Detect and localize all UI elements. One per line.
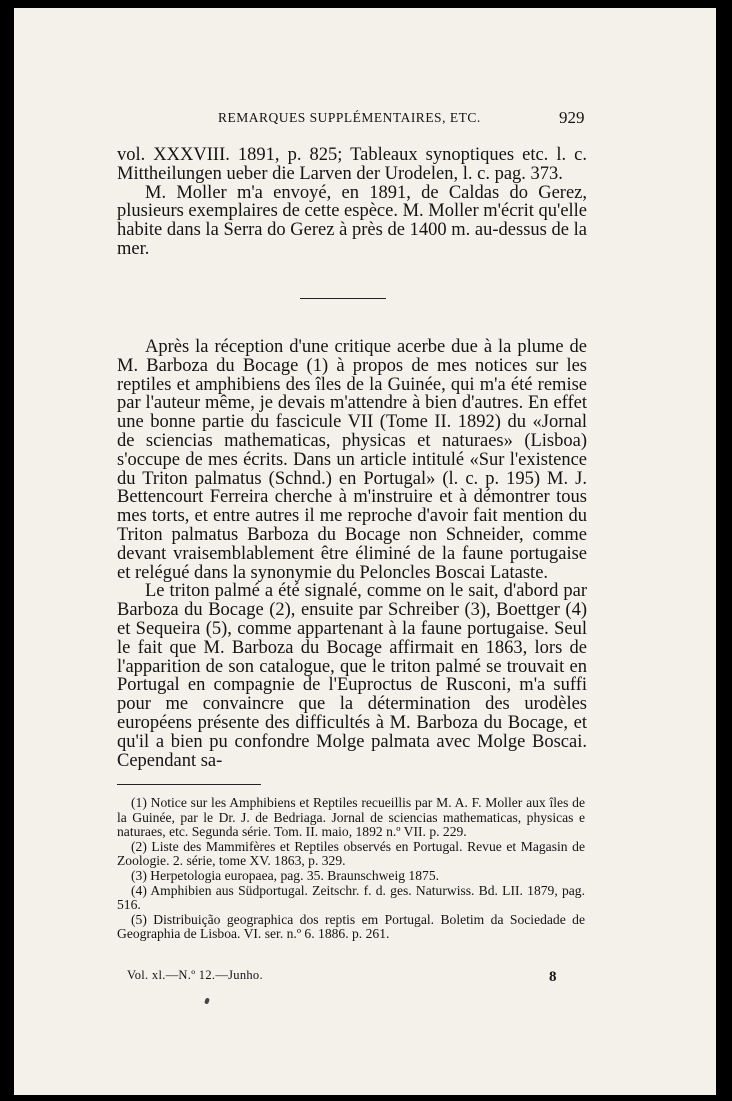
main-section xyxy=(117,338,587,770)
page-number: 929 xyxy=(559,108,585,127)
continued-section xyxy=(117,146,587,259)
footnote-divider xyxy=(117,784,261,785)
paragraph: M. Moller m'a envoyé, en 1891, de Caldas do Gerez, plusieurs exemplaires de cette espèce. M. Moller m'écrit qu'elle habite dans la Serra do Gerez à près de 1400 m. au-dessus de la mer. xyxy=(117,182,588,259)
footnote: (5) Distribuição geographica dos reptis em Portugal. Boletim da Sociedade de Geographia de Lisboa. VI. ser. n.º 6. 1886. p. 261. xyxy=(117,911,585,942)
sheet-signature: 8 xyxy=(549,969,557,985)
scanned-page xyxy=(14,8,716,1095)
paragraph: Après la réception d'une critique acerbe due à la plume de M. Barboza du Bocage (1) à propos de mes notices sur les reptiles et amphibiens des îles de la Guinée, qui m'a été remise par l'auteur même, je devais m'attendre à bien d'autres. En effet une bonne partie du fascicule VII (Tome II. 1892) du «Jornal de sciencias mathematicas, physicas et naturaes» (Lisboa) s'occupe de mes écrits. Dans un article intitulé «Sur l'existence du Triton palmatus (Schnd.) en Portugal» (l. c. p. 195) M. J. Bettencourt Ferreira cherche à m'instruire et à démontrer tous mes torts, et entre autres il me reproche d'avoir fait mention du Triton palmatus Barboza du Bocage non Schneider, comme devant vraisemblablement être éliminé de la faune portugaise et relégué dans la synonymie du Peloncles Boscai Lataste. xyxy=(117,337,587,583)
paragraph: Le triton palmé a été signalé, comme on le sait, d'abord par Barboza du Bocage (2), ensuite par Schreiber (3), Boettger (4) et Sequeira (5), comme appartenant à la faune portugaise. Seul le fait que M. Barboza du Bocage affirmait en 1863, lors de l'apparition de son catalogue, que le triton palmé se trouvait en Portugal en compagnie de l'Euproctus de Rusconi, m'a suffi pour me convaincre que la détermination des urodèles européens présente des difficultés à M. Barboza du Bocage, et qu'il a bien pu confondre Molge palmata avec Molge Boscai. Cependant sa- xyxy=(117,581,587,771)
section-divider xyxy=(300,298,386,299)
footnote: (3) Herpetologia europaea, pag. 35. Braunschweig 1875. xyxy=(131,867,440,883)
signature-line xyxy=(117,968,587,988)
paragraph: vol. XXXVIII. 1891, p. 825; Tableaux synoptiques etc. l. c. Mittheilungen ueber die Larven der Urodelen, l. c. pag. 373. xyxy=(117,145,587,184)
running-title: REMARQUES SUPPLÉMENTAIRES, ETC. xyxy=(218,110,481,125)
running-head xyxy=(14,108,716,132)
volume-signature: Vol. xl.—N.º 12.—Junho. xyxy=(127,968,263,982)
footnote: (4) Amphibien aus Südportugal. Zeitschr. f. d. ges. Naturwiss. Bd. LII. 1879, pag. 516. xyxy=(117,882,585,913)
footnote: (2) Liste des Mammifères et Reptiles observés en Portugal. Revue et Magasin de Zoologie. 2. série, tome XV. 1863, p. 329. xyxy=(117,838,585,869)
ink-speck xyxy=(204,997,210,1004)
footnotes xyxy=(117,796,585,942)
footnote: (1) Notice sur les Amphibiens et Reptiles recueillis par M. A. F. Moller aux îles de la Guinée, par le Dr. J. de Bedriaga. Jornal de sciencias mathematicas, physicas e naturaes, etc. Segunda série. Tom. II. maio, 1892 n.º VII. p. 229. xyxy=(117,795,585,840)
